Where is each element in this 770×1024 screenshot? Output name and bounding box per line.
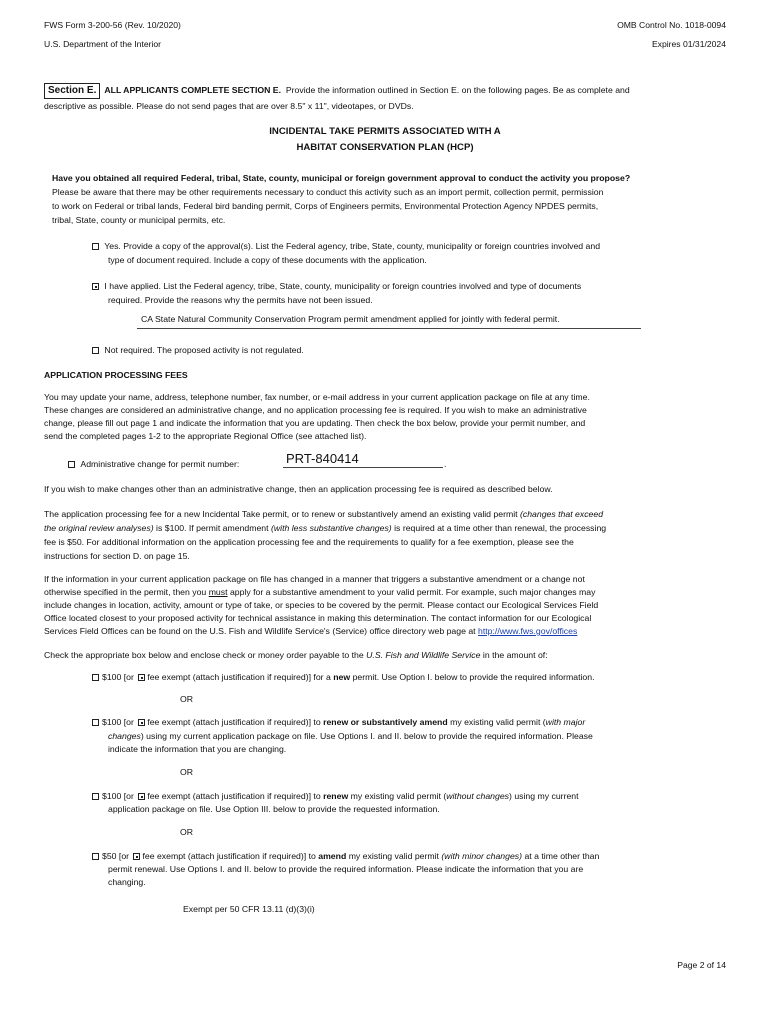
fees-p3-l4: instructions for section D. on page 15. xyxy=(44,551,190,561)
fees-p4-l2: otherwise specified in the permit, then you must apply for a substantive amendment to your valid permit. For example, such major changes may xyxy=(44,587,596,597)
admin-change-checkbox[interactable] xyxy=(68,461,75,468)
yes-checkbox[interactable] xyxy=(92,243,99,250)
option-not-required-text: Not required. The proposed activity is not regulated. xyxy=(104,345,304,355)
fee-option-amend-l3: changing. xyxy=(108,877,146,887)
fee-option-amend: $50 [or fee exempt (attach justification if required)] to amend my existing valid permit (with minor changes) at a time other than xyxy=(92,850,599,864)
fws-offices-link[interactable]: http://www.fws.gov/offices xyxy=(478,626,578,636)
question-line4: tribal, State, county or municipal permits, etc. xyxy=(52,215,226,225)
or-2: OR xyxy=(180,767,194,777)
question-line2: Please be aware that there may be other requirements necessary to conduct this activity such as an import permit, collection permit, permission xyxy=(52,187,604,197)
question-bold: Have you obtained all required Federal, tribal, State, county, municipal or foreign government approval to conduct the activity you propose? xyxy=(52,173,631,183)
title-line1: INCIDENTAL TAKE PERMITS ASSOCIATED WITH A xyxy=(269,126,501,137)
fee-new-checkbox[interactable] xyxy=(92,674,99,681)
fees-p4-l1: If the information in your current application package on file has changed in a manner that triggers a substantive amendment or a change not xyxy=(44,574,585,584)
fees-p1-l3: change, please fill out page 1 and indicate the information that you are updating. Then check the box below, provide your permit number, and xyxy=(44,418,586,428)
option-yes xyxy=(92,240,600,254)
fee-renew-exempt-checkbox[interactable] xyxy=(138,793,145,800)
fees-p2: If you wish to make changes other than an administrative change, then an application processing fee is required as described below. xyxy=(44,484,553,494)
expires-date: Expires 01/31/2024 xyxy=(651,39,726,49)
or-1: OR xyxy=(180,694,194,704)
fee-option-renew: $100 [or fee exempt (attach justification if required)] to renew my existing valid permit (without changes) using my current xyxy=(92,790,579,804)
fee-amend-exempt-checkbox[interactable] xyxy=(133,853,140,860)
applied-answer-text: CA State Natural Community Conservation Program permit amendment applied for jointly with federal permit. xyxy=(141,314,560,324)
not-required-checkbox[interactable] xyxy=(92,347,99,354)
fees-p4-l3: include changes in location, activity, amount or type of take, or species to be covered by the permit. Please contact our Ecological Services Field xyxy=(44,600,599,610)
permit-number-value: PRT-840414 xyxy=(286,451,359,466)
admin-change-row xyxy=(68,458,239,472)
fees-p3-l2: the original review analyses) is $100. If permit amendment (with less substantive changes) is required at a time other than renewal, the processing xyxy=(44,523,607,533)
section-e-intro xyxy=(44,83,734,99)
fees-heading: APPLICATION PROCESSING FEES xyxy=(44,370,188,380)
option-yes-text: Yes. Provide a copy of the approval(s). List the Federal agency, tribe, State, county, municipality or foreign countries involved and xyxy=(104,241,601,251)
applied-answer-field[interactable] xyxy=(137,313,641,329)
option-applied xyxy=(92,280,581,294)
exempt-note[interactable]: Exempt per 50 CFR 13.11 (d)(3)(i) xyxy=(183,904,315,914)
section-e-box: Section E. xyxy=(44,83,100,99)
fees-p4-l5: Services Field Offices can be found on the U.S. Fish and Wildlife Service's (Service) office directory web page at http://www.fws.gov/offices xyxy=(44,626,578,636)
fee-renew-amend-exempt-checkbox[interactable] xyxy=(138,719,145,726)
page-number: Page 2 of 14 xyxy=(677,960,726,970)
fees-p1-l4: send the completed pages 1-2 to the appropriate Regional Office (see attached list). xyxy=(44,431,367,441)
section-e-lead-bold: ALL APPLICANTS COMPLETE SECTION E. xyxy=(104,85,282,95)
check-instruction: Check the appropriate box below and enclose check or money order payable to the U.S. Fish and Wildlife Service in the amount of: xyxy=(44,650,548,660)
fees-p1-l1: You may update your name, address, telephone number, fax number, or e-mail address in your current application package on file at any time. xyxy=(44,392,590,402)
title-line2: HABITAT CONSERVATION PLAN (HCP) xyxy=(296,142,474,153)
form-id: FWS Form 3-200-56 (Rev. 10/2020) xyxy=(44,20,181,30)
permit-number-field[interactable] xyxy=(283,451,443,468)
fees-p4-l4: Office located closest to your proposed activity for technical assistance in making this determination. The contact information for our Ecological xyxy=(44,613,592,623)
fees-p3-l1: The application processing fee for a new Incidental Take permit, or to renew or substantively amend an existing valid permit (changes that exceed xyxy=(44,509,604,519)
fee-option-renew-amend: $100 [or fee exempt (attach justification if required)] to renew or substantively amend my existing valid permit (with major xyxy=(92,716,585,730)
fee-option-renew-l2: application package on file. Use Option III. below to provide the requested information. xyxy=(108,804,440,814)
fee-renew-checkbox[interactable] xyxy=(92,793,99,800)
fee-option-renew-amend-l2: changes) using my current application package on file. Use Options I. and II. below to provide the required information. Please xyxy=(108,731,593,741)
option-yes-line2: type of document required. Include a copy of these documents with the application. xyxy=(108,255,427,265)
fee-option-amend-l2: permit renewal. Use Options I. and II. below to provide the required information. Please indicate the information that you are xyxy=(108,864,584,874)
fees-p1-l2: These changes are considered an administrative change, and no application processing fee is required. If you wish to make an administrative xyxy=(44,405,587,415)
or-3: OR xyxy=(180,827,194,837)
fee-renew-amend-checkbox[interactable] xyxy=(92,719,99,726)
fees-p3-l3: fee is $50. For additional information on the application processing fee and the requirements to qualify for a fee exemption, please see the xyxy=(44,537,574,547)
question-line3: to work on Federal or tribal lands, Federal bird banding permit, Corps of Engineers permits, Environmental Protection Agency NPDES permits, xyxy=(52,201,599,211)
option-applied-line2: required. Provide the reasons why the permits have not been issued. xyxy=(108,295,373,305)
section-e-line2: descriptive as possible. Please do not send pages that are over 8.5" x 11", videotapes, or DVDs. xyxy=(44,101,414,111)
applied-checkbox[interactable] xyxy=(92,283,99,290)
fee-option-new: $100 [or fee exempt (attach justification if required)] for a new permit. Use Option I. below to provide the required information. xyxy=(92,671,595,685)
fee-new-exempt-checkbox[interactable] xyxy=(138,674,145,681)
department: U.S. Department of the Interior xyxy=(44,39,162,49)
fee-amend-checkbox[interactable] xyxy=(92,853,99,860)
option-applied-text: I have applied. List the Federal agency, tribe, State, county, municipality or foreign countries involved and type of documents xyxy=(104,281,582,291)
admin-change-label: Administrative change for permit number: xyxy=(80,459,240,469)
permit-period: . xyxy=(444,459,447,469)
fee-option-renew-amend-l3: indicate the information that you are changing. xyxy=(108,744,287,754)
omb-control: OMB Control No. 1018-0094 xyxy=(617,20,726,30)
option-not-required xyxy=(92,344,304,358)
section-e-lead-rest: Provide the information outlined in Section E. on the following pages. Be as complete and xyxy=(285,85,630,95)
